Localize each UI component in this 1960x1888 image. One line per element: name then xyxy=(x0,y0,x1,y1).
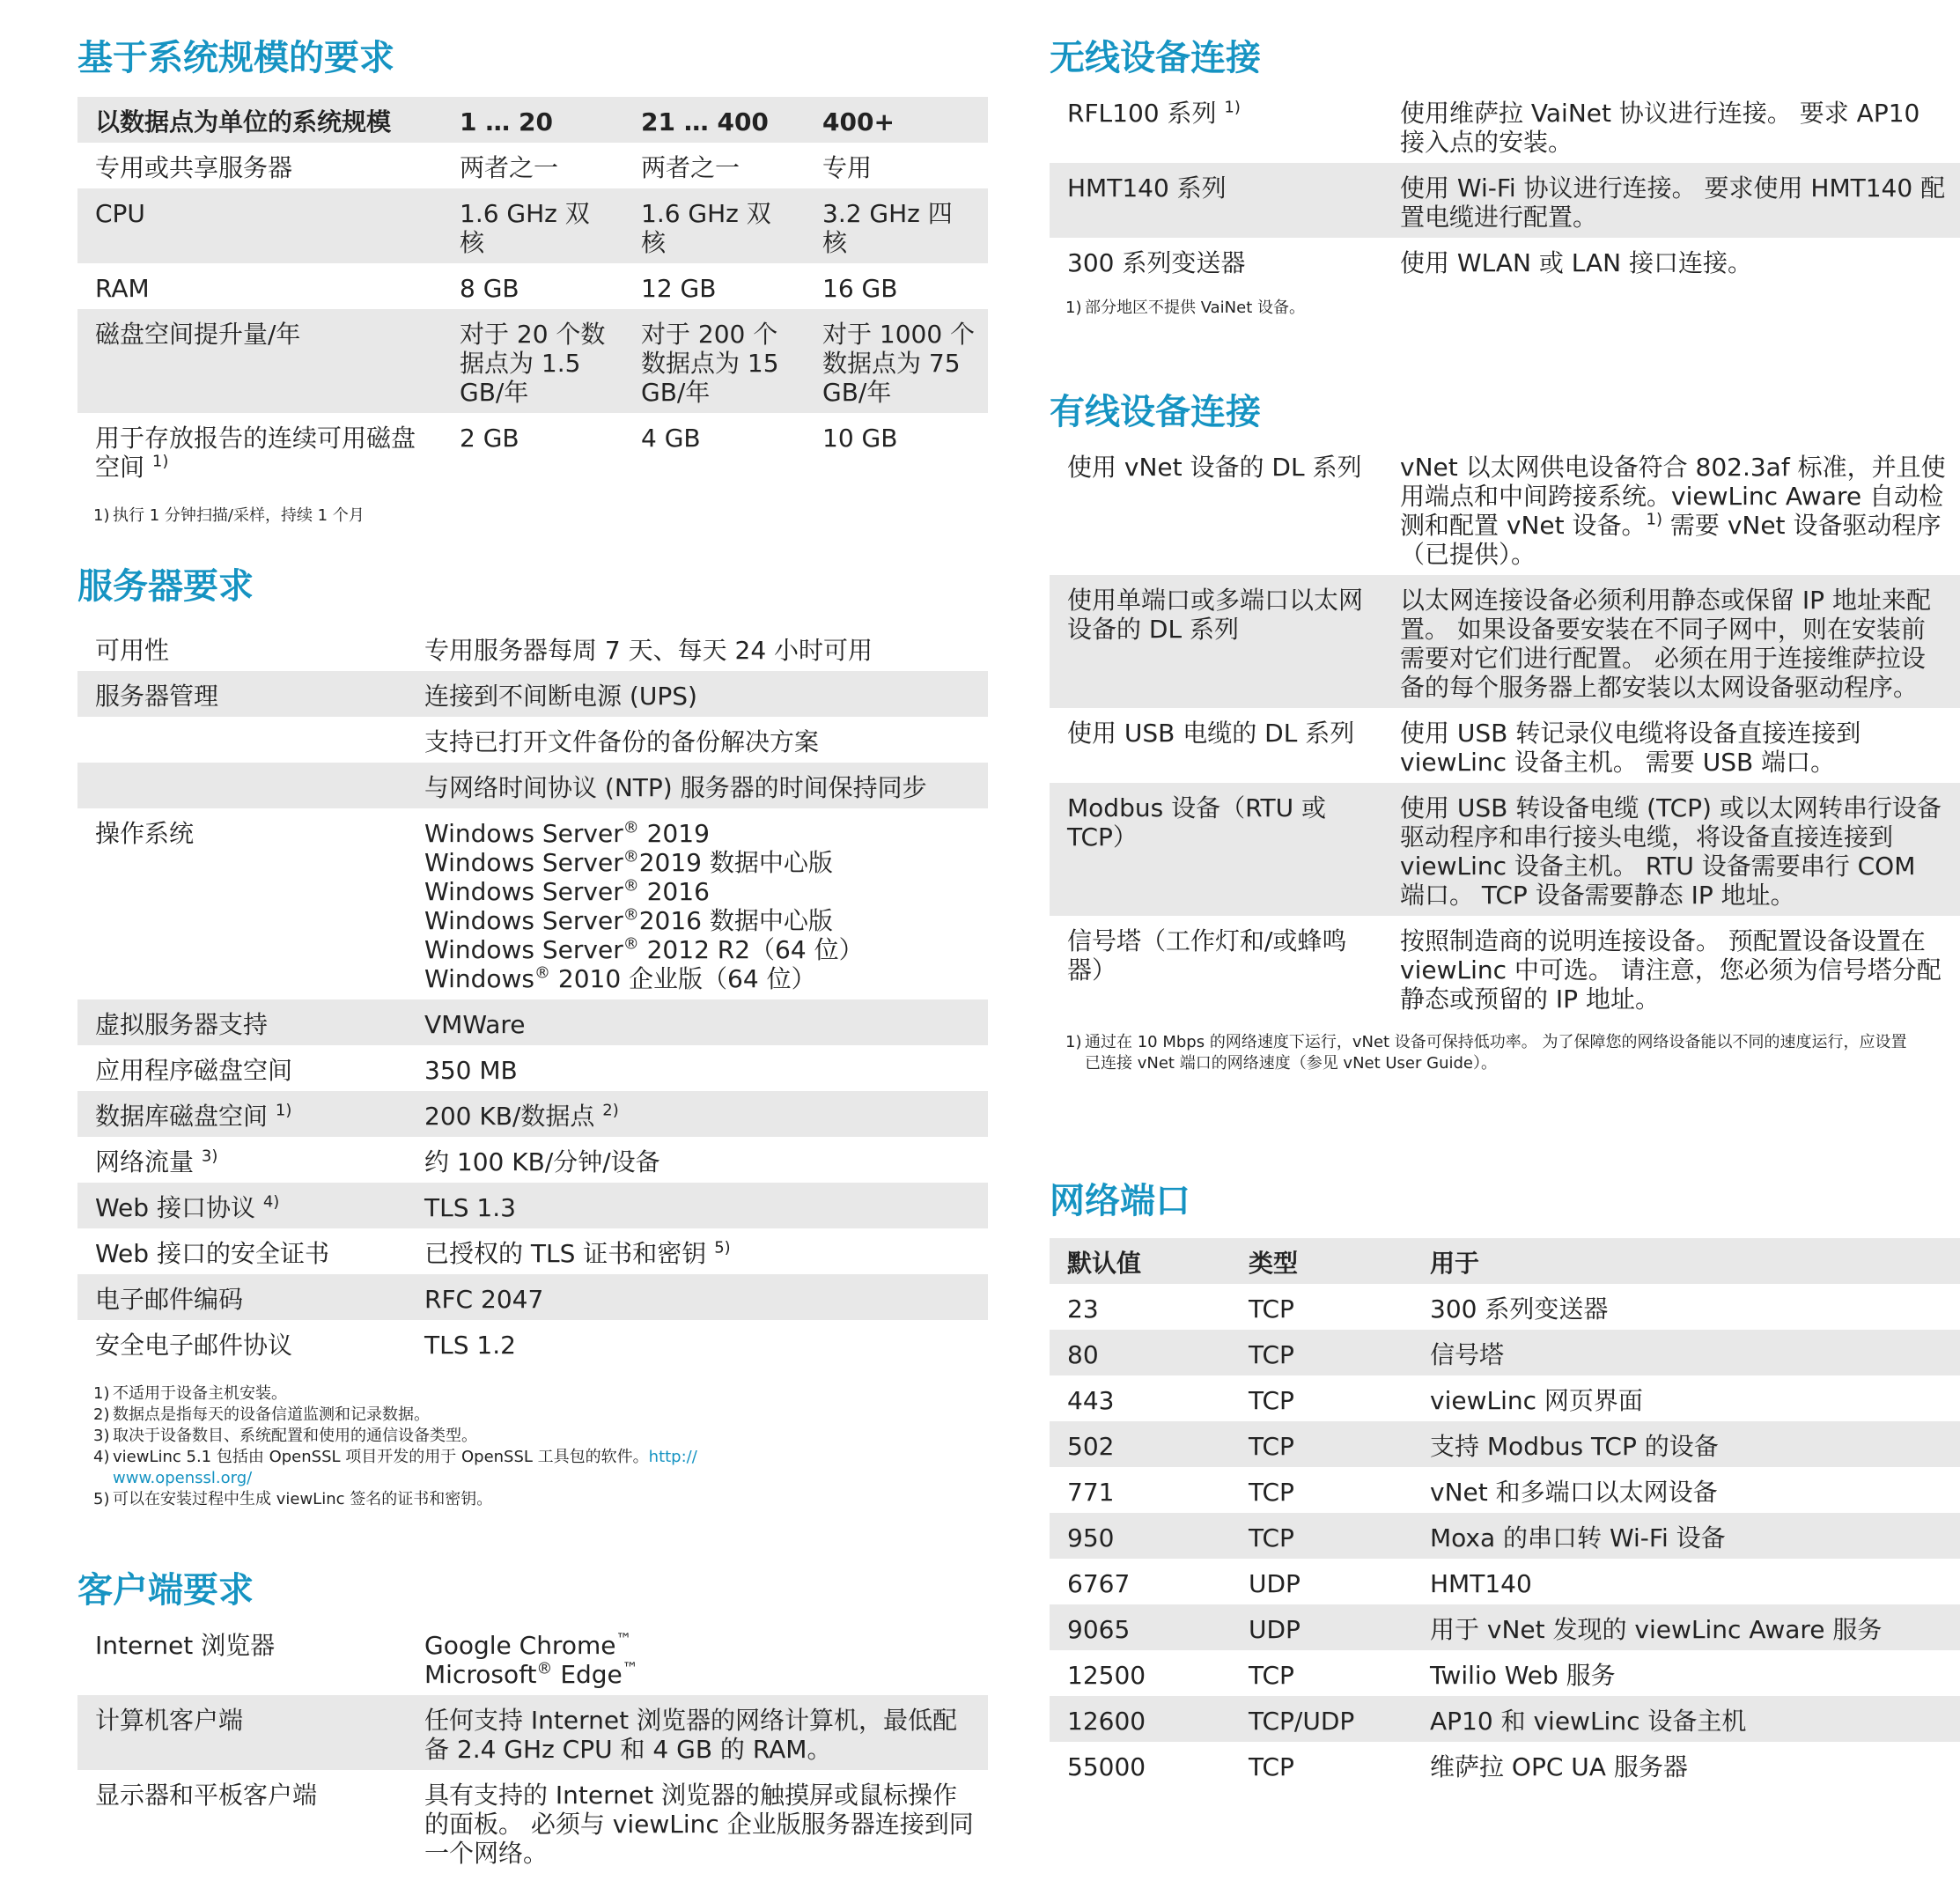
footnote-number: 1) xyxy=(1065,299,1082,317)
row-label xyxy=(77,1091,407,1137)
port-type: TCP xyxy=(1249,1294,1294,1324)
os-version: 2019 xyxy=(638,819,710,848)
os-version: 2012 R2（64 位） xyxy=(638,935,864,964)
row-label: 使用 vNet 设备的 DL 系列 xyxy=(1067,453,1362,482)
wireless-row xyxy=(1050,163,1960,238)
ports-header-cell: 用于 xyxy=(1412,1238,1960,1284)
scale-cell: 两者之一 xyxy=(641,153,741,182)
row-label: 显示器和平板客户端 xyxy=(95,1781,318,1810)
os-version: 2016 数据中心版 xyxy=(638,906,833,935)
ports-header-row xyxy=(1050,1238,1960,1284)
ports-row xyxy=(1050,1742,1960,1788)
port-number: 771 xyxy=(1067,1478,1115,1507)
ports-title: 网络端口 xyxy=(1050,1181,1190,1221)
port-number: 502 xyxy=(1050,1421,1231,1467)
row-value: 具有支持的 Internet 浏览器的触摸屏或鼠标操作的面板。 必须与 viewLinc 企业版服务器连接到同一个网络。 xyxy=(424,1781,974,1868)
row-label: 计算机客户端 xyxy=(77,1695,407,1770)
port-usage: viewLinc 网页界面 xyxy=(1430,1386,1643,1415)
ports-row xyxy=(1050,1650,1960,1696)
wired-table xyxy=(1050,442,1960,1020)
server-row xyxy=(77,671,988,717)
scale-cell-text: 用于存放报告的连续可用磁盘空间 xyxy=(95,424,416,482)
footnote-number: 3) xyxy=(93,1427,110,1445)
scale-cell: 磁盘空间提升量/年 xyxy=(77,309,442,413)
server-row xyxy=(77,1183,988,1228)
port-usage: AP10 和 viewLinc 设备主机 xyxy=(1412,1696,1960,1742)
os-item xyxy=(424,935,976,964)
row-label-text: 数据库磁盘空间 xyxy=(95,1102,269,1131)
row-label: 使用 USB 电缆的 DL 系列 xyxy=(1067,719,1355,748)
footnote-ref: 1) xyxy=(1224,98,1241,117)
scale-row xyxy=(77,413,988,488)
scale-header-cell: 21 … 400 xyxy=(623,97,805,143)
port-number: 80 xyxy=(1050,1330,1231,1375)
os-item xyxy=(424,964,976,993)
server-row xyxy=(77,1091,988,1137)
wireless-title: 无线设备连接 xyxy=(1050,38,1261,78)
scale-cell: 对于 1000 个数据点为 75 GB/年 xyxy=(805,309,988,413)
row-value: 支持已打开文件备份的备份解决方案 xyxy=(424,727,820,756)
ports-row xyxy=(1050,1421,1960,1467)
server-section xyxy=(77,562,988,1510)
scale-cell: 4 GB xyxy=(641,424,701,453)
scale-cell: 1.6 GHz 双核 xyxy=(623,188,805,263)
server-row xyxy=(77,1045,988,1091)
port-number: 950 xyxy=(1050,1513,1231,1559)
scale-header-cell: 400+ xyxy=(805,97,988,143)
scale-row xyxy=(77,263,988,309)
footnote xyxy=(77,1405,988,1426)
footnote xyxy=(77,1489,988,1510)
browser-name: Microsoft xyxy=(424,1660,537,1689)
os-version: 2010 企业版（64 位） xyxy=(550,964,816,993)
server-row xyxy=(77,763,988,808)
scale-cell: 两者之一 xyxy=(460,153,559,182)
server-footnotes xyxy=(77,1383,988,1510)
os-item xyxy=(424,877,976,906)
row-label xyxy=(1050,88,1382,163)
footnote-text: 可以在安装过程中生成 viewLinc 签名的证书和密钥。 xyxy=(113,1490,493,1508)
row-value: 约 100 KB/分钟/设备 xyxy=(424,1147,660,1176)
row-label xyxy=(77,763,407,808)
scale-cell: 专用 xyxy=(822,153,873,182)
port-type: TCP xyxy=(1231,1330,1412,1375)
ports-row xyxy=(1050,1604,1960,1650)
footnote xyxy=(77,1383,988,1405)
row-label: Modbus 设备（RTU 或 TCP） xyxy=(1050,783,1382,916)
ports-row xyxy=(1050,1375,1960,1421)
footnote-ref: 3) xyxy=(201,1147,218,1166)
scale-cell: RAM xyxy=(95,274,150,303)
wired-row xyxy=(1050,442,1960,575)
row-label: Internet 浏览器 xyxy=(95,1631,276,1660)
row-label: HMT140 系列 xyxy=(1050,163,1382,238)
port-type: UDP xyxy=(1231,1604,1412,1650)
registered-mark: ® xyxy=(534,963,550,983)
scale-cell: 对于 200 个数据点为 15 GB/年 xyxy=(623,309,805,413)
ports-row xyxy=(1050,1284,1960,1330)
scale-cell: 1.6 GHz 双核 xyxy=(442,188,623,263)
scale-cell: 3.2 GHz 四核 xyxy=(805,188,988,263)
os-item xyxy=(424,906,976,935)
row-label xyxy=(77,1183,407,1228)
scale-row xyxy=(77,188,988,263)
row-value: TLS 1.3 xyxy=(407,1183,988,1228)
server-row xyxy=(77,1274,988,1320)
row-label: 可用性 xyxy=(95,636,170,665)
row-label xyxy=(77,717,407,763)
footnote-number: 5) xyxy=(93,1490,110,1508)
footnote-text: 不适用于设备主机安装。 xyxy=(113,1384,287,1403)
os-version: 2019 数据中心版 xyxy=(638,848,833,877)
row-value: 与网络时间协议 (NTP) 服务器的时间保持同步 xyxy=(407,763,988,808)
port-number: 23 xyxy=(1067,1294,1099,1324)
port-usage: HMT140 xyxy=(1430,1569,1532,1598)
registered-mark: ® xyxy=(623,847,639,867)
browser-list xyxy=(407,1620,988,1695)
scale-cell: CPU xyxy=(77,188,442,263)
wired-section xyxy=(1050,387,1960,1074)
ports-row xyxy=(1050,1696,1960,1742)
scale-row xyxy=(77,309,988,413)
scale-row xyxy=(77,143,988,188)
port-usage: 支持 Modbus TCP 的设备 xyxy=(1412,1421,1960,1467)
footnote-ref: 2) xyxy=(602,1101,619,1120)
footnote-number: 2) xyxy=(93,1405,110,1424)
ports-header-cell: 默认值 xyxy=(1050,1238,1231,1284)
openssl-link[interactable]: http:// xyxy=(648,1448,697,1466)
row-value: TLS 1.2 xyxy=(424,1331,516,1360)
os-name: Windows Server xyxy=(424,935,623,964)
browser-name-tail: Edge xyxy=(552,1660,623,1689)
row-label: 300 系列变送器 xyxy=(1067,248,1246,277)
port-number: 443 xyxy=(1067,1386,1115,1415)
wireless-row xyxy=(1050,88,1960,163)
scale-footnotes xyxy=(77,505,988,527)
server-row xyxy=(77,1228,988,1274)
registered-mark: ® xyxy=(623,876,639,896)
wireless-row xyxy=(1050,238,1960,284)
row-label: 操作系统 xyxy=(95,819,195,848)
port-usage: Twilio Web 服务 xyxy=(1430,1661,1616,1690)
footnote-text: 通过在 10 Mbps 的网络速度下运行，vNet 设备可保持低功率。 为了保障您的网络设备能以不同的速度运行，应设置已连接 vNet 端口的网络速度（参见 vNet User Guide）。 xyxy=(1085,1033,1907,1073)
port-type: TCP xyxy=(1249,1478,1294,1507)
row-value xyxy=(1382,442,1960,575)
footnote-number: 1) xyxy=(93,1384,110,1403)
footnote-text: 取决于设备数目、系统配置和使用的通信设备类型。 xyxy=(113,1427,477,1445)
footnote-ref: 1) xyxy=(1646,510,1663,529)
server-row xyxy=(77,1137,988,1183)
server-row xyxy=(77,1320,988,1366)
client-row xyxy=(77,1770,988,1874)
scale-cell: 对于 20 个数据点为 1.5 GB/年 xyxy=(442,309,623,413)
port-usage: 信号塔 xyxy=(1412,1330,1960,1375)
scale-cell: 12 GB xyxy=(641,274,717,303)
row-label: 信号塔（工作灯和/或蜂鸣器） xyxy=(1067,926,1347,985)
footnote-text: 部分地区不提供 VaiNet 设备。 xyxy=(1085,299,1305,317)
os-name: Windows Server xyxy=(424,819,623,848)
scale-title: 基于系统规模的要求 xyxy=(77,38,394,78)
wireless-footnotes xyxy=(1050,298,1960,319)
scale-cell: 16 GB xyxy=(822,274,898,303)
footnote-text: 执行 1 分钟扫描/采样，持续 1 个月 xyxy=(113,506,365,525)
footnote-number: 1) xyxy=(93,506,110,525)
footnote xyxy=(1050,298,1960,319)
wired-title: 有线设备连接 xyxy=(1050,392,1261,432)
os-name: Windows Server xyxy=(424,906,623,935)
scale-table xyxy=(77,97,988,488)
port-number: 12500 xyxy=(1067,1661,1146,1690)
port-number: 55000 xyxy=(1067,1752,1146,1781)
os-list xyxy=(407,808,988,999)
footnote-ref: 1) xyxy=(151,452,169,471)
os-version: 2016 xyxy=(638,877,710,906)
row-value: 使用 USB 转设备电缆 (TCP) 或以太网转串行设备驱动程序和串行接头电缆，将设备直接连接到 viewLinc 设备主机。 RTU 设备需要串行 COM 端口。 TCP 设备需要静态 IP 地址。 xyxy=(1382,783,1960,916)
browser-item xyxy=(424,1631,976,1660)
client-table xyxy=(77,1620,988,1874)
registered-mark: ® xyxy=(536,1659,553,1678)
scale-cell xyxy=(77,413,442,488)
ports-row xyxy=(1050,1330,1960,1375)
footnote xyxy=(77,1426,988,1447)
wired-row xyxy=(1050,916,1960,1020)
registered-mark: ® xyxy=(623,934,639,954)
scale-header-row xyxy=(77,97,988,143)
scale-header-cell: 以数据点为单位的系统规模 xyxy=(77,97,442,143)
port-number: 6767 xyxy=(1067,1569,1131,1598)
server-row xyxy=(77,999,988,1045)
ports-header-cell: 类型 xyxy=(1231,1238,1412,1284)
row-label-text: Web 接口协议 xyxy=(95,1193,255,1222)
row-label: 电子邮件编码 xyxy=(77,1274,407,1320)
port-type: TCP xyxy=(1231,1421,1412,1467)
client-row xyxy=(77,1695,988,1770)
trademark-mark: ™ xyxy=(622,1659,638,1678)
server-title: 服务器要求 xyxy=(77,566,254,607)
port-type: TCP xyxy=(1249,1752,1294,1781)
scale-header-cell: 1 … 20 xyxy=(442,97,623,143)
footnote-number: 4) xyxy=(93,1448,110,1466)
scale-cell: 8 GB xyxy=(460,274,519,303)
row-label: 使用单端口或多端口以太网设备的 DL 系列 xyxy=(1050,575,1382,708)
port-usage: 维萨拉 OPC UA 服务器 xyxy=(1430,1752,1688,1781)
wired-row xyxy=(1050,783,1960,916)
row-value: 连接到不间断电源 (UPS) xyxy=(407,671,988,717)
row-value: RFC 2047 xyxy=(407,1274,988,1320)
client-row xyxy=(77,1620,988,1695)
footnote-ref: 4) xyxy=(262,1192,280,1212)
port-type: UDP xyxy=(1249,1569,1301,1598)
row-value-text: 200 KB/数据点 xyxy=(424,1102,595,1131)
port-number: 12600 xyxy=(1050,1696,1231,1742)
browser-item xyxy=(424,1660,976,1689)
wired-row xyxy=(1050,708,1960,783)
port-type: TCP xyxy=(1249,1661,1294,1690)
ports-table xyxy=(1050,1238,1960,1788)
ports-row xyxy=(1050,1467,1960,1513)
row-label xyxy=(77,1137,407,1183)
row-value: VMWare xyxy=(407,999,988,1045)
os-item xyxy=(424,819,976,848)
row-value: 使用维萨拉 VaiNet 协议进行连接。 要求 AP10 接入点的安装。 xyxy=(1400,99,1920,157)
row-value-tail: 需要 vNet 设备驱动程序（已提供）。 xyxy=(1400,511,1942,569)
port-usage: vNet 和多端口以太网设备 xyxy=(1430,1478,1718,1507)
wired-footnotes xyxy=(1050,1032,1960,1074)
row-label: 虚拟服务器支持 xyxy=(77,999,407,1045)
client-title: 客户端要求 xyxy=(77,1570,254,1611)
port-usage: 用于 vNet 发现的 viewLinc Aware 服务 xyxy=(1412,1604,1960,1650)
row-label: 安全电子邮件协议 xyxy=(95,1331,293,1360)
registered-mark: ® xyxy=(623,905,639,925)
row-label: 服务器管理 xyxy=(77,671,407,717)
server-row xyxy=(77,625,988,671)
row-value-text: vNet 以太网供电设备符合 802.3af 标准，并且使用端点和中间跨接系统。viewLinc Aware 自动检测和配置 vNet 设备。 xyxy=(1400,453,1946,540)
row-value: 使用 USB 转记录仪电缆将设备直接连接到 viewLinc 设备主机。 需要 USB 端口。 xyxy=(1400,719,1861,777)
port-number: 9065 xyxy=(1050,1604,1231,1650)
row-label: 应用程序磁盘空间 xyxy=(95,1056,293,1085)
registered-mark: ® xyxy=(623,818,639,837)
footnote xyxy=(77,1447,988,1489)
openssl-link-cont[interactable]: www.openssl.org/ xyxy=(113,1469,253,1487)
row-value xyxy=(407,1091,988,1137)
port-type: TCP/UDP xyxy=(1231,1696,1412,1742)
ports-row xyxy=(1050,1559,1960,1604)
os-item xyxy=(424,848,976,877)
os-name: Windows Server xyxy=(424,848,623,877)
port-usage: 300 系列变送器 xyxy=(1430,1294,1609,1324)
scale-cell: 10 GB xyxy=(822,424,898,453)
footnote-ref: 1) xyxy=(275,1101,292,1120)
row-value: 使用 WLAN 或 LAN 接口连接。 xyxy=(1400,248,1752,277)
row-value: 任何支持 Internet 浏览器的网络计算机，最低配备 2.4 GHz CPU 和 4 GB 的 RAM。 xyxy=(407,1695,988,1770)
row-value: 350 MB xyxy=(424,1056,518,1085)
row-value: 使用 Wi-Fi 协议进行连接。 要求使用 HMT140 配置电缆进行配置。 xyxy=(1382,163,1960,238)
row-label-text: 网络流量 xyxy=(95,1147,195,1176)
scale-cell: 2 GB xyxy=(460,424,519,453)
port-type: TCP xyxy=(1249,1386,1294,1415)
ports-row xyxy=(1050,1513,1960,1559)
ports-section xyxy=(1050,1176,1960,1788)
footnote-text xyxy=(113,1447,870,1489)
os-name: Windows xyxy=(424,964,534,993)
row-value-text: 已授权的 TLS 证书和密钥 xyxy=(424,1239,707,1268)
wired-row xyxy=(1050,575,1960,708)
trademark-mark: ™ xyxy=(615,1630,632,1649)
row-value xyxy=(407,1228,988,1274)
footnote-text: 数据点是指每天的设备信道监测和记录数据。 xyxy=(113,1405,430,1424)
row-label-text: RFL100 系列 xyxy=(1067,99,1217,128)
scale-cell: 专用或共享服务器 xyxy=(95,153,293,182)
row-label: Web 接口的安全证书 xyxy=(95,1239,329,1268)
os-name: Windows Server xyxy=(424,877,623,906)
client-section xyxy=(77,1566,988,1874)
port-type: TCP xyxy=(1231,1513,1412,1559)
server-row xyxy=(77,717,988,763)
server-row xyxy=(77,808,988,999)
wireless-section xyxy=(1050,33,1960,319)
browser-name: Google Chrome xyxy=(424,1631,616,1660)
footnote-text-body: viewLinc 5.1 包括由 OpenSSL 项目开发的用于 OpenSSL 工具包的软件。 xyxy=(113,1448,649,1466)
port-usage: Moxa 的串口转 Wi-Fi 设备 xyxy=(1412,1513,1960,1559)
footnote-ref: 5) xyxy=(714,1238,731,1257)
row-value: 按照制造商的说明连接设备。 预配置设备设置在 viewLinc 中可选。 请注意，您必须为信号塔分配静态或预留的 IP 地址。 xyxy=(1400,926,1942,1014)
wireless-table xyxy=(1050,88,1960,284)
server-table xyxy=(77,625,988,1366)
row-value: 专用服务器每周 7 天、每天 24 小时可用 xyxy=(424,636,873,665)
scale-section xyxy=(77,33,988,527)
footnote-number: 1) xyxy=(1065,1033,1082,1051)
footnote xyxy=(1050,1032,1960,1074)
footnote xyxy=(77,505,988,527)
row-value: 以太网连接设备必须利用静态或保留 IP 地址来配置。 如果设备要安装在不同子网中，则在安装前需要对它们进行配置。 必须在用于连接维萨拉设备的每个服务器上都安装以太网设备驱动程序。 xyxy=(1382,575,1960,708)
